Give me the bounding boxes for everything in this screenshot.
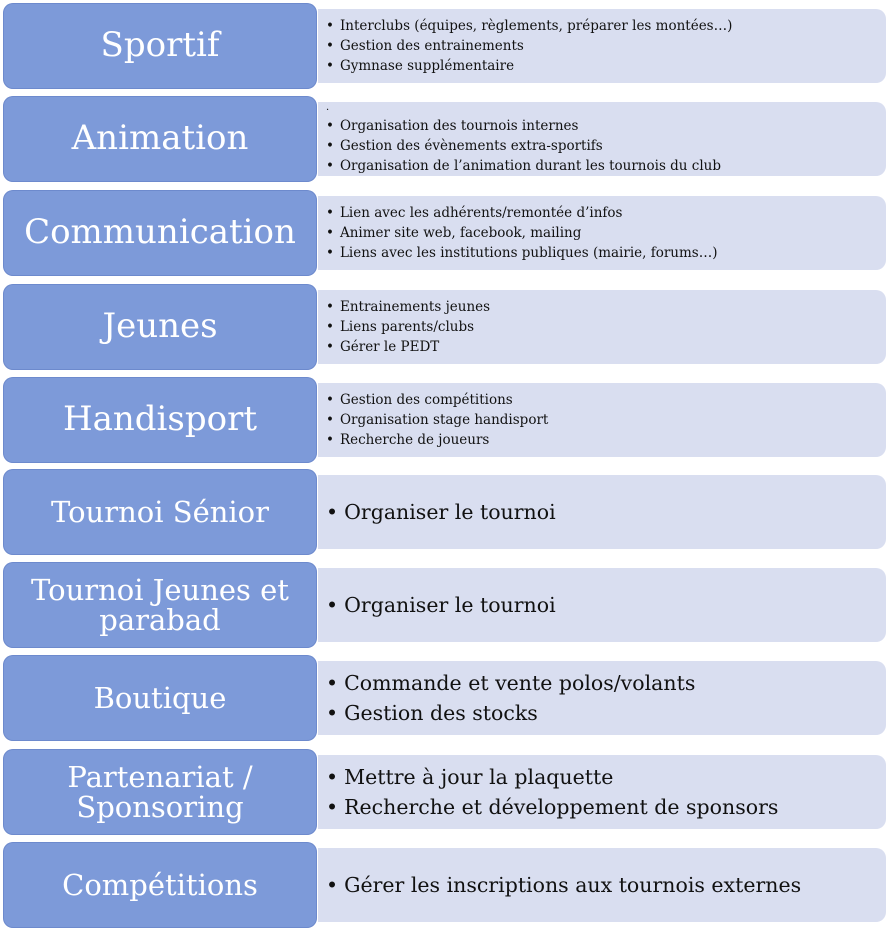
bullet-icon: • (326, 392, 334, 408)
list-item: • Gestion des entrainements (326, 38, 524, 54)
list-item: • Commande et vente polos/volants (326, 668, 695, 698)
bullet-icon: • (326, 671, 339, 695)
description-box-communication (318, 196, 886, 270)
category-title-line-2: Sponsoring (76, 790, 244, 824)
category-box-animation (3, 96, 317, 182)
category-title-line-1: Tournoi Jeunes et (31, 572, 289, 607)
bullet-icon: • (326, 299, 334, 315)
category-title: Handisport (62, 399, 258, 440)
category-box-tournoi-jeunes (3, 562, 317, 648)
bullet-icon: • (326, 205, 334, 221)
category-title: Compétitions (62, 867, 258, 902)
list-item: • Organisation de l’animation durant les tournois du club (326, 158, 722, 174)
bullet-icon: • (326, 138, 334, 154)
stray-dot: · (326, 105, 330, 116)
description-box-tournoi-senior (318, 475, 886, 549)
list-item: • Recherche de joueurs (326, 432, 490, 448)
category-box-sportif (3, 3, 317, 89)
category-box-tournoi-senior (3, 469, 317, 555)
list-item: • Gestion des compétitions (326, 392, 513, 408)
category-title: Sportif (100, 25, 220, 66)
list-item: • Liens avec les institutions publiques (mairie, forums…) (326, 245, 718, 261)
description-box-partenariat (318, 755, 886, 829)
bullet-icon: • (326, 500, 339, 524)
list-item: • Organisation des tournois internes (326, 118, 579, 134)
list-item: • Gymnase supplémentaire (326, 58, 515, 74)
category-title-line-2: parabad (99, 603, 221, 637)
category-title: Boutique (93, 680, 227, 715)
description-box-boutique (318, 661, 886, 735)
bullet-icon: • (326, 118, 334, 134)
category-title: Communication (24, 212, 296, 253)
bullet-icon: • (326, 412, 334, 428)
bullet-icon: • (326, 225, 334, 241)
bullet-icon: • (326, 58, 334, 74)
list-item: • Organiser le tournoi (326, 590, 556, 620)
list-item: • Gestion des évènements extra-sportifs (326, 138, 603, 154)
description-box-jeunes (318, 290, 886, 364)
list-item: • Liens parents/clubs (326, 319, 475, 335)
bullet-icon: • (326, 319, 334, 335)
list-item: • Gérer le PEDT (326, 339, 440, 355)
bullet-icon: • (326, 765, 339, 789)
list-item: • Gestion des stocks (326, 698, 695, 728)
description-box-sportif (318, 9, 886, 83)
description-box-tournoi-jeunes (318, 568, 886, 642)
category-box-competitions (3, 842, 317, 928)
category-box-jeunes (3, 284, 317, 370)
list-item: • Organiser le tournoi (326, 497, 556, 527)
bullet-icon: • (326, 245, 334, 261)
bullet-icon: • (326, 18, 334, 34)
bullet-icon: • (326, 873, 339, 897)
list-item: • Mettre à jour la plaquette (326, 762, 778, 792)
description-box-competitions (318, 848, 886, 922)
category-title: Tournoi Sénior (50, 494, 270, 529)
bullet-icon: • (326, 593, 339, 617)
list-item: • Entrainements jeunes (326, 299, 491, 315)
bullet-icon: • (326, 701, 339, 725)
list-item: • Interclubs (équipes, règlements, préparer les montées…) (326, 18, 733, 34)
bullet-icon: • (326, 339, 334, 355)
category-title: Jeunes (102, 306, 218, 347)
list-item: • Gérer les inscriptions aux tournois externes (326, 870, 801, 900)
list-item: • Lien avec les adhérents/remontée d’infos (326, 205, 623, 221)
bullet-icon: • (326, 795, 339, 819)
description-box-handisport (318, 383, 886, 457)
bullet-icon: • (326, 158, 334, 174)
bullet-icon: • (326, 38, 334, 54)
list-item: • Recherche et développement de sponsors (326, 792, 778, 822)
category-title: Animation (71, 118, 249, 159)
bullet-icon: • (326, 432, 334, 448)
category-box-partenariat (3, 749, 317, 835)
category-box-communication (3, 190, 317, 276)
description-box-animation (318, 102, 886, 176)
list-item: • Animer site web, facebook, mailing (326, 225, 582, 241)
category-title-line-1: Partenariat / (67, 759, 253, 794)
category-box-handisport (3, 377, 317, 463)
list-item: • Organisation stage handisport (326, 412, 549, 428)
category-box-boutique (3, 655, 317, 741)
